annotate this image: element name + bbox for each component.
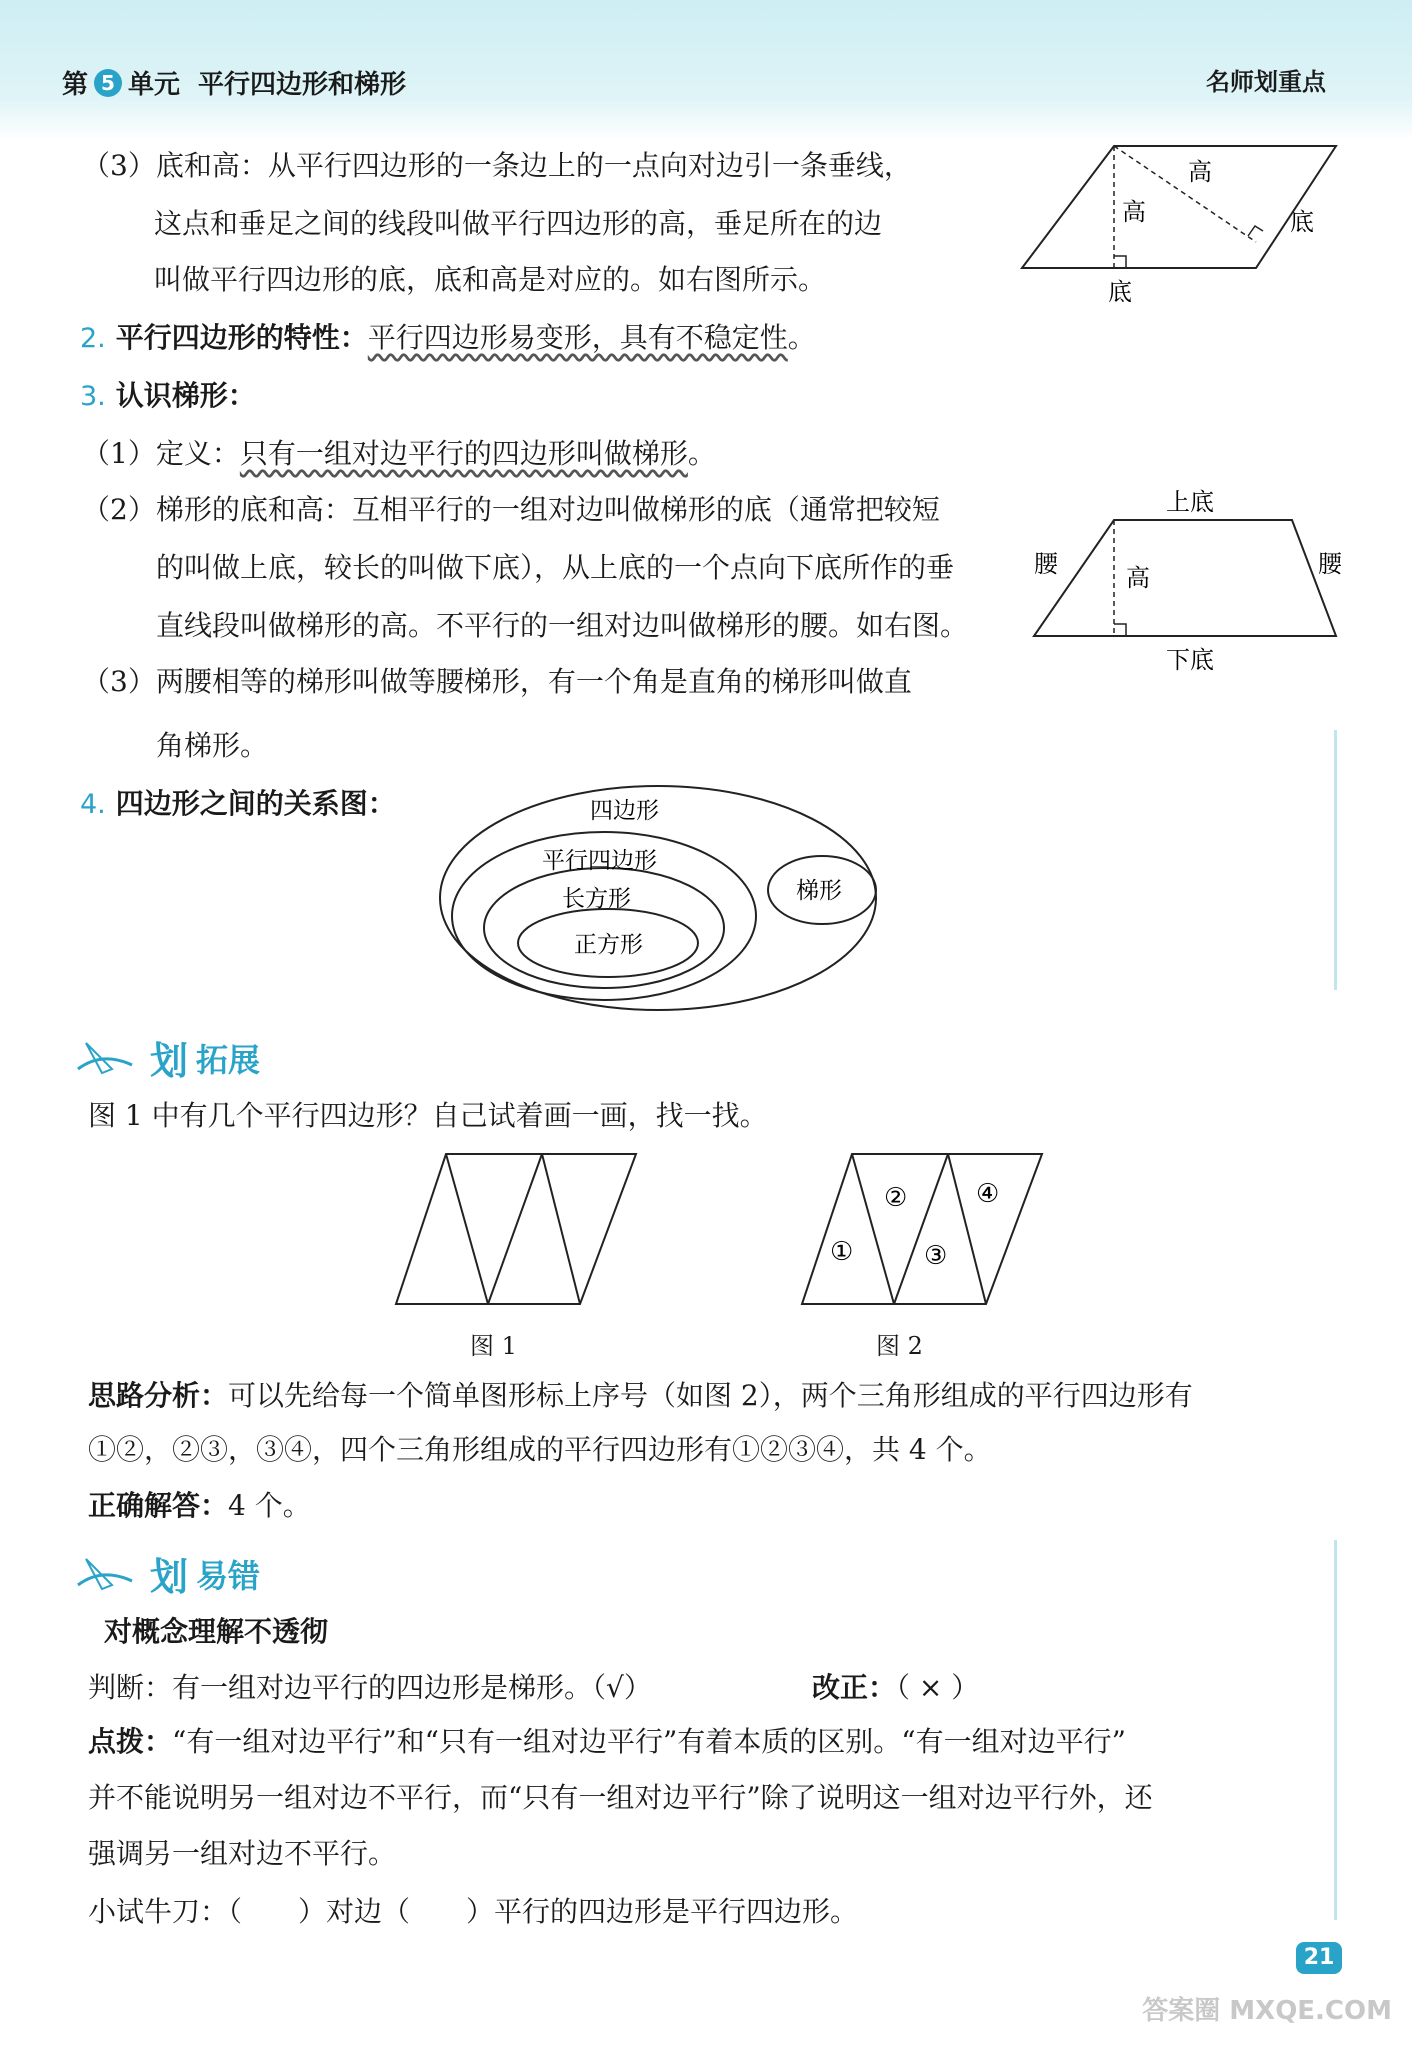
page-number: 21 (1296, 1942, 1342, 1974)
s3-heading (80, 376, 256, 417)
item-text: 只有一组对边平行的四边形叫做梯形 (239, 437, 688, 470)
fig2-diagonal-3 (948, 1154, 986, 1304)
fig2-diagonal-1 (852, 1154, 894, 1304)
watermark: 答案圈 MXQE.COM (1142, 1996, 1392, 2026)
label-base-side: 底 (1290, 208, 1314, 236)
item-number: （2） (82, 493, 156, 526)
label-right-leg: 腰 (1318, 550, 1342, 578)
mark-glyph-icon: 划 (150, 1555, 189, 1599)
unit-heading (62, 64, 406, 101)
s2-title: 平行四边形的特性： (115, 321, 368, 354)
circled-number-4: ④ (976, 1179, 1000, 1209)
trapezoid-shape (1034, 520, 1336, 636)
hint-line1 (88, 1722, 1126, 1762)
s2-line (80, 318, 816, 359)
circled-number-3: ③ (924, 1241, 948, 1271)
fix-label: 改正： (812, 1671, 897, 1704)
judge-line (88, 1668, 652, 1708)
circled-number-2: ② (884, 1183, 908, 1213)
analysis-line2: ①②，②③，③④，四个三角形组成的平行四边形有①②③④，共 4 个。 (88, 1433, 992, 1466)
item-number: （3） (82, 665, 156, 698)
fig2-diagonal-2 (894, 1154, 948, 1304)
s3-item1 (82, 434, 716, 474)
analysis-text: 可以先给每一个简单图形标上序号（如图 2），两个三角形组成的平行四边形有 (228, 1379, 1193, 1412)
try-label: 小试牛刀： (88, 1895, 229, 1928)
s3-item2-line1 (82, 490, 940, 530)
pencil-icon (72, 1551, 142, 1597)
label-high-diagonal: 高 (1188, 158, 1212, 186)
venn-label-rectangle: 长方形 (562, 886, 631, 912)
item-text: 两腰相等的梯形叫做等腰梯形，有一个角是直角的梯形叫做直 (155, 665, 912, 698)
unit-title: 平行四边形和梯形 (198, 70, 407, 100)
venn-label-trapezoid: 梯形 (796, 878, 842, 904)
s3-number: 3. (80, 381, 106, 412)
s3-title: 认识梯形： (115, 379, 256, 412)
expand-section-head (72, 1030, 260, 1085)
s4-heading (80, 784, 396, 825)
item-end: 。 (687, 437, 716, 470)
side-decor-line-top (1334, 730, 1337, 990)
s1-item3-line1 (82, 146, 912, 186)
hint-label: 点拨： (88, 1725, 173, 1758)
answer-line (88, 1486, 311, 1526)
unit-prefix: 第 (62, 70, 89, 100)
trapezoid-figure (1030, 482, 1350, 682)
s2-number: 2. (80, 323, 106, 354)
try-text: （ ）对边（ ）平行的四边形是平行四边形。 (228, 1895, 859, 1928)
s3-item2-line2: 的叫做上底，较长的叫做下底），从上底的一个点向下底所作的垂 (156, 551, 955, 584)
mistake-head-text: 易错 (196, 1556, 261, 1595)
s2-text: 平行四边形易变形，具有不稳定性 (367, 321, 788, 354)
hint-line3: 强调另一组对边不平行。 (88, 1837, 397, 1870)
answer-text: 4 个。 (228, 1489, 311, 1522)
unit-number-badge: 5 (94, 69, 122, 97)
venn-label-square: 正方形 (574, 932, 643, 958)
try-line (88, 1892, 858, 1932)
circled-number-1: ① (830, 1237, 854, 1267)
fig1-diagonal-2 (488, 1154, 542, 1304)
s3-item3-line1 (82, 662, 912, 702)
label-top-base: 上底 (1166, 488, 1214, 516)
height-dashed-diagonal (1114, 146, 1256, 242)
parallelogram-figure (1010, 130, 1350, 315)
s3-item3-line2: 角梯形。 (156, 729, 269, 762)
s3-item2-line3: 直线段叫做梯形的高。不平行的一组对边叫做梯形的腰。如右图。 (156, 609, 969, 642)
figure-2 (796, 1150, 1056, 1310)
trapezoid-right-angle (1114, 624, 1126, 636)
judge-text: 有一组对边平行的四边形是梯形。（√） (172, 1671, 652, 1704)
hint-line2: 并不能说明另一组对边不平行，而“只有一组对边平行”除了说明这一组对边平行外，还 (88, 1781, 1153, 1814)
mark-glyph-icon: 划 (150, 1039, 189, 1083)
item-prefix: 定义： (155, 437, 240, 470)
pencil-icon (72, 1035, 142, 1081)
label-left-leg: 腰 (1034, 550, 1058, 578)
item-text: 梯形的底和高：互相平行的一组对边叫做梯形的底（通常把较短 (155, 493, 940, 526)
parallelogram-shape (1022, 146, 1336, 268)
analysis-line1 (88, 1376, 1193, 1416)
quadrilateral-venn-diagram (434, 778, 884, 1018)
side-decor-line-bottom (1334, 1540, 1337, 1920)
label-trapezoid-height: 高 (1126, 564, 1150, 592)
judge-label: 判断： (88, 1671, 173, 1704)
s4-title: 四边形之间的关系图： (115, 787, 396, 820)
s2-end: 。 (787, 321, 816, 354)
figure-1 (390, 1150, 650, 1310)
right-angle-mark-2 (1248, 226, 1263, 236)
item-number: （1） (82, 437, 156, 470)
item-text: 底和高：从平行四边形的一条边上的一点向对边引一条垂线， (155, 149, 912, 182)
fig1-diagonal-1 (446, 1154, 488, 1304)
figure-2-caption: 图 2 (876, 1332, 923, 1360)
item-number: （3） (82, 149, 156, 182)
venn-label-quadrilateral: 四边形 (590, 798, 659, 824)
analysis-label: 思路分析： (88, 1379, 229, 1412)
figure-1-caption: 图 1 (470, 1332, 517, 1360)
venn-label-parallelogram: 平行四边形 (542, 848, 657, 874)
mistake-subtitle: 对概念理解不透彻 (104, 1615, 329, 1648)
expand-head-text: 拓展 (196, 1040, 261, 1079)
mistake-section-head (72, 1546, 260, 1601)
unit-suffix: 单元 (128, 70, 181, 100)
fix-text: （ × ） (896, 1671, 980, 1704)
fig1-diagonal-3 (542, 1154, 580, 1304)
fix-line (812, 1668, 979, 1708)
label-base-bottom: 底 (1108, 278, 1132, 306)
label-bottom-base: 下底 (1166, 646, 1214, 674)
answer-label: 正确解答： (88, 1489, 229, 1522)
s1-item3-line3: 叫做平行四边形的底，底和高是对应的。如右图所示。 (154, 263, 827, 296)
expand-question: 图 1 中有几个平行四边形？自己试着画一画，找一找。 (88, 1099, 768, 1132)
right-angle-mark (1114, 256, 1126, 268)
header-right-label: 名师划重点 (1206, 68, 1326, 96)
hint-text: “有一组对边平行”和“只有一组对边平行”有着本质的区别。“有一组对边平行” (172, 1725, 1126, 1758)
s4-number: 4. (80, 789, 106, 820)
label-high-vertical: 高 (1122, 198, 1146, 226)
s1-item3-line2: 这点和垂足之间的线段叫做平行四边形的高，垂足所在的边 (154, 207, 883, 240)
